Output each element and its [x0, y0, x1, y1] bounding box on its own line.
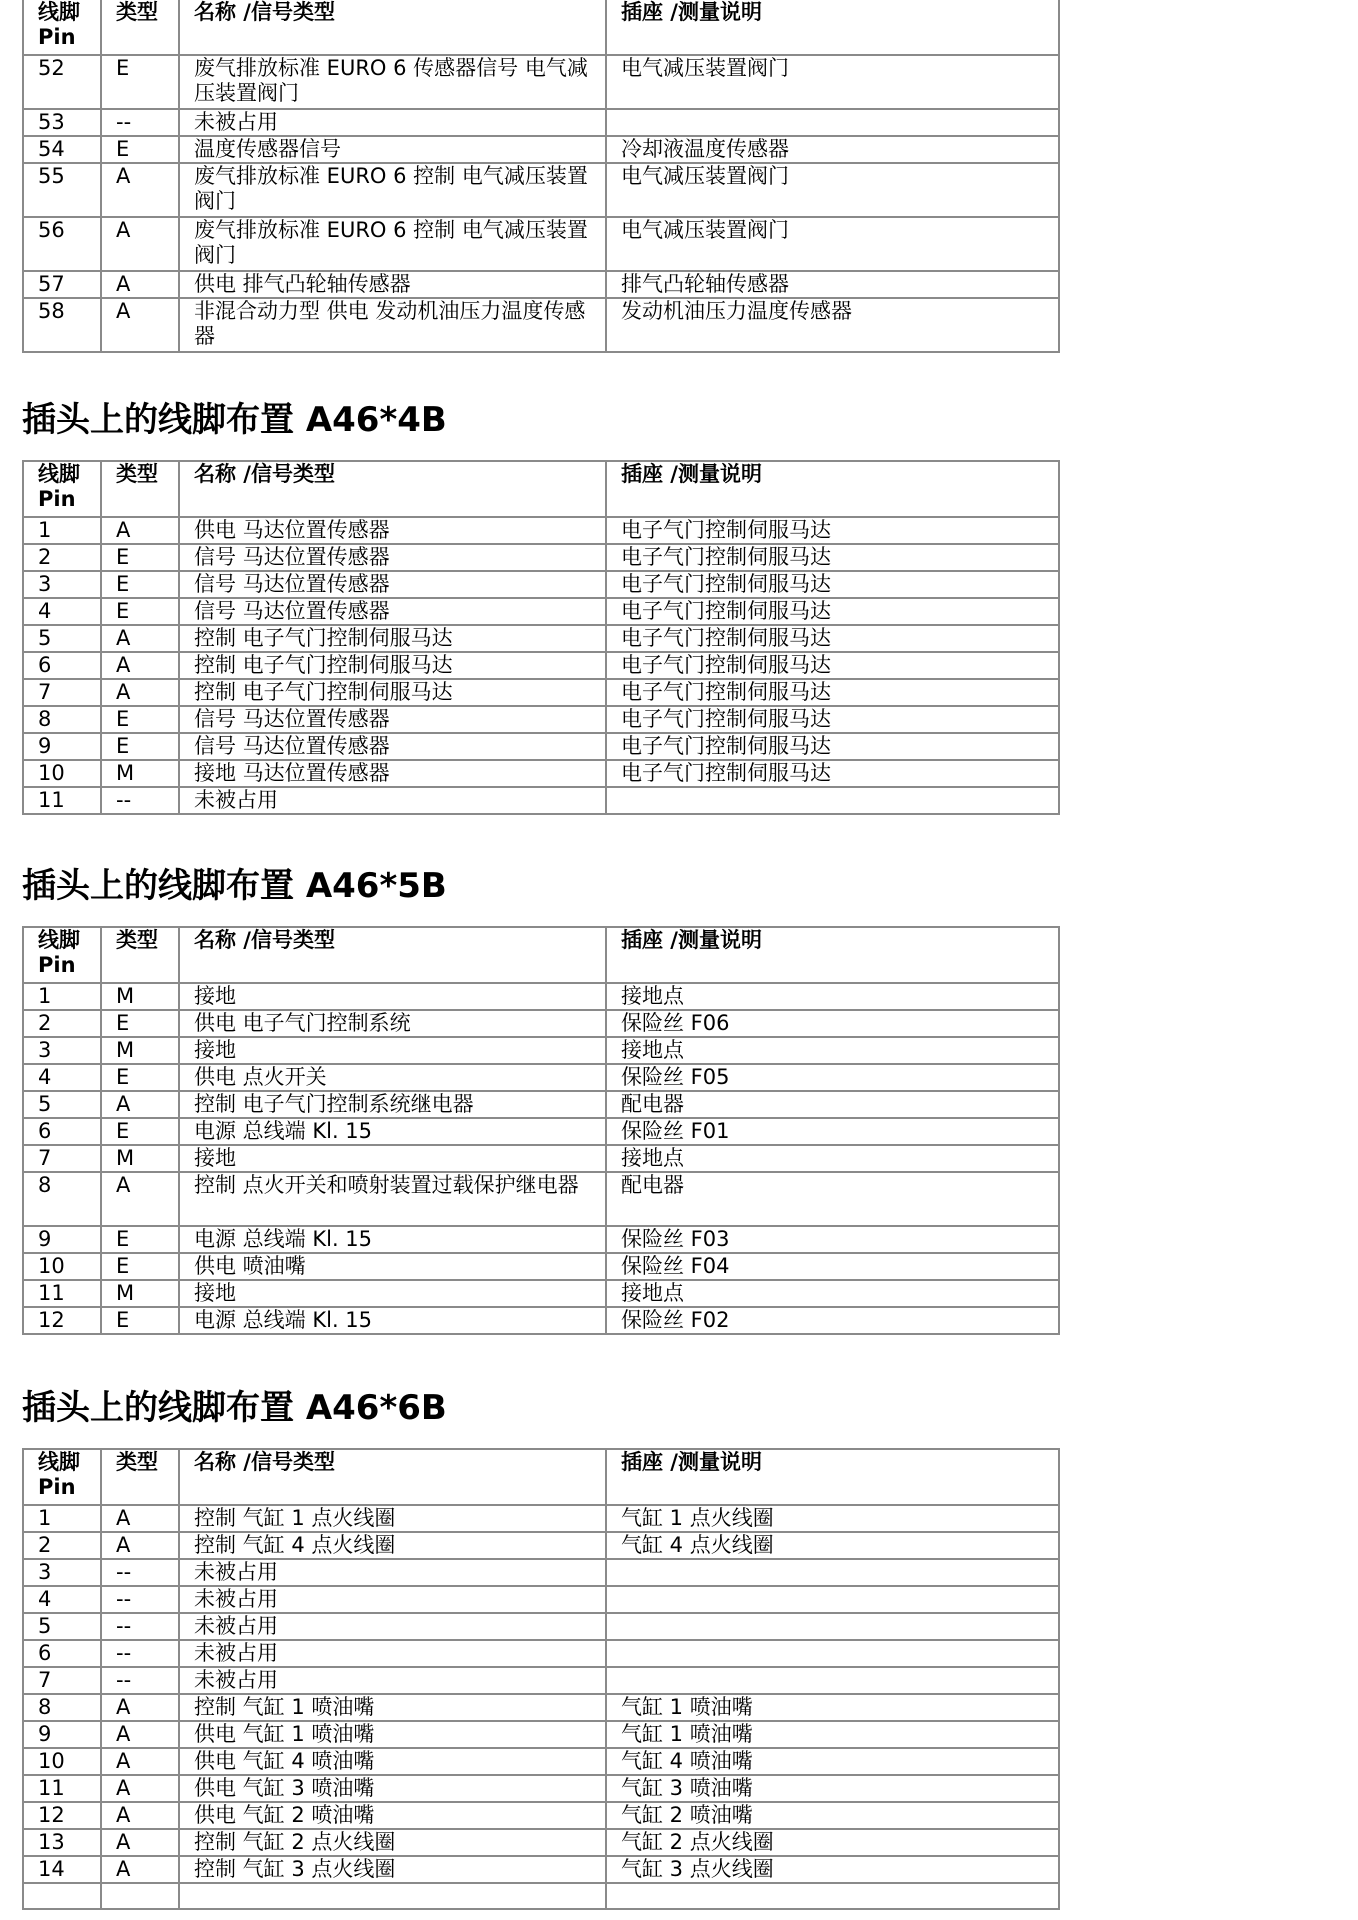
pin-cell: 2: [23, 1532, 101, 1559]
type-cell: E: [101, 55, 179, 109]
table-row: [23, 733, 1059, 760]
type-cell: A: [101, 1505, 179, 1532]
table-row: [23, 271, 1059, 298]
desc-cell: 电子气门控制伺服马达: [606, 598, 1059, 625]
pin-cell: 2: [23, 1010, 101, 1037]
table-row: [23, 1721, 1059, 1748]
type-cell: A: [101, 271, 179, 298]
type-cell: A: [101, 679, 179, 706]
pin-cell: 8: [23, 706, 101, 733]
desc-cell: 电子气门控制伺服马达: [606, 571, 1059, 598]
type-cell: [101, 1883, 179, 1909]
table-row: [23, 1091, 1059, 1118]
pin-cell: 4: [23, 1586, 101, 1613]
pin-cell: 11: [23, 1775, 101, 1802]
desc-cell: [606, 1667, 1059, 1694]
type-cell: M: [101, 1145, 179, 1172]
pin-table-a46-5b: [22, 926, 1060, 1335]
type-cell: E: [101, 571, 179, 598]
name-cell: 信号 马达位置传感器: [179, 733, 606, 760]
table-row: [23, 55, 1059, 109]
pin-cell: 12: [23, 1307, 101, 1334]
pin-cell: 53: [23, 109, 101, 136]
pin-cell: 7: [23, 679, 101, 706]
type-cell: --: [101, 1640, 179, 1667]
name-cell: 电源 总线端 Kl. 15: [179, 1118, 606, 1145]
type-cell: A: [101, 1775, 179, 1802]
table-row: [23, 298, 1059, 352]
type-cell: E: [101, 598, 179, 625]
table-row: [23, 217, 1059, 271]
pin-cell: 3: [23, 1559, 101, 1586]
type-cell: A: [101, 1532, 179, 1559]
name-cell: 电源 总线端 Kl. 15: [179, 1307, 606, 1334]
table-row: [23, 1226, 1059, 1253]
table-row: [23, 517, 1059, 544]
name-cell: 控制 电子气门控制伺服马达: [179, 652, 606, 679]
type-cell: E: [101, 1064, 179, 1091]
section-title-a46-5b: 插头上的线脚布置 A46*5B: [22, 866, 447, 906]
type-cell: A: [101, 298, 179, 352]
pin-table-a46-6b: [22, 1448, 1060, 1910]
table-row: [23, 1748, 1059, 1775]
desc-cell: 排气凸轮轴传感器: [606, 271, 1059, 298]
desc-cell: 电子气门控制伺服马达: [606, 625, 1059, 652]
type-cell: --: [101, 1559, 179, 1586]
name-cell: 控制 气缸 1 喷油嘴: [179, 1694, 606, 1721]
type-cell: A: [101, 1172, 179, 1226]
table-row: [23, 625, 1059, 652]
table-row: [23, 679, 1059, 706]
type-cell: A: [101, 1802, 179, 1829]
name-cell: 控制 气缸 1 点火线圈: [179, 1505, 606, 1532]
type-cell: A: [101, 163, 179, 217]
pin-cell: 1: [23, 983, 101, 1010]
table-row: [23, 1505, 1059, 1532]
pin-cell: 14: [23, 1856, 101, 1883]
desc-cell: 电子气门控制伺服马达: [606, 652, 1059, 679]
table-row: [23, 1010, 1059, 1037]
type-cell: M: [101, 760, 179, 787]
pin-table: [22, 1448, 1060, 1910]
table-row: [23, 1586, 1059, 1613]
type-cell: A: [101, 1694, 179, 1721]
name-cell: 未被占用: [179, 1667, 606, 1694]
type-cell: E: [101, 733, 179, 760]
pin-cell: 5: [23, 625, 101, 652]
table-row: [23, 1307, 1059, 1334]
name-cell: 信号 马达位置传感器: [179, 706, 606, 733]
pin-cell: 1: [23, 517, 101, 544]
pin-cell: 9: [23, 733, 101, 760]
header-type: 类型: [101, 461, 179, 517]
desc-cell: 电气减压装置阀门: [606, 217, 1059, 271]
name-cell: 控制 气缸 2 点火线圈: [179, 1829, 606, 1856]
desc-cell: 保险丝 F03: [606, 1226, 1059, 1253]
type-cell: E: [101, 1253, 179, 1280]
pin-cell: 4: [23, 1064, 101, 1091]
type-cell: A: [101, 1091, 179, 1118]
table-row: [23, 1883, 1059, 1909]
header-desc: 插座 /测量说明: [606, 461, 1059, 517]
name-cell: 未被占用: [179, 109, 606, 136]
header-name: 名称 /信号类型: [179, 927, 606, 983]
table-header-row: [23, 461, 1059, 517]
desc-cell: 气缸 1 喷油嘴: [606, 1694, 1059, 1721]
name-cell: 供电 马达位置传感器: [179, 517, 606, 544]
desc-cell: 气缸 4 喷油嘴: [606, 1748, 1059, 1775]
name-cell: 接地: [179, 1280, 606, 1307]
desc-cell: 配电器: [606, 1091, 1059, 1118]
pin-cell: 3: [23, 1037, 101, 1064]
table-row: [23, 760, 1059, 787]
type-cell: E: [101, 1307, 179, 1334]
type-cell: --: [101, 109, 179, 136]
desc-cell: 发动机油压力温度传感器: [606, 298, 1059, 352]
table-row: [23, 1802, 1059, 1829]
type-cell: A: [101, 625, 179, 652]
pin-cell: 9: [23, 1721, 101, 1748]
pin-cell: 55: [23, 163, 101, 217]
pin-cell: 3: [23, 571, 101, 598]
desc-cell: [606, 1586, 1059, 1613]
table-row: [23, 1856, 1059, 1883]
name-cell: 控制 电子气门控制伺服马达: [179, 625, 606, 652]
desc-cell: 保险丝 F06: [606, 1010, 1059, 1037]
name-cell: 控制 气缸 3 点火线圈: [179, 1856, 606, 1883]
name-cell: 未被占用: [179, 787, 606, 814]
section-title-a46-6b: 插头上的线脚布置 A46*6B: [22, 1388, 447, 1428]
pin-cell: 2: [23, 544, 101, 571]
desc-cell: [606, 1559, 1059, 1586]
name-cell: 电源 总线端 Kl. 15: [179, 1226, 606, 1253]
table-row: [23, 571, 1059, 598]
table-row: [23, 109, 1059, 136]
name-cell: 接地: [179, 983, 606, 1010]
table-row: [23, 1172, 1059, 1226]
name-cell: 未被占用: [179, 1586, 606, 1613]
desc-cell: 气缸 2 点火线圈: [606, 1829, 1059, 1856]
name-cell: 供电 电子气门控制系统: [179, 1010, 606, 1037]
desc-cell: 气缸 3 喷油嘴: [606, 1775, 1059, 1802]
desc-cell: [606, 1613, 1059, 1640]
name-cell: 供电 气缸 3 喷油嘴: [179, 1775, 606, 1802]
header-type: 类型: [101, 927, 179, 983]
desc-cell: 接地点: [606, 983, 1059, 1010]
name-cell: 接地: [179, 1145, 606, 1172]
pin-cell: 10: [23, 1748, 101, 1775]
desc-cell: 接地点: [606, 1145, 1059, 1172]
pin-cell: 5: [23, 1613, 101, 1640]
name-cell: 废气排放标准 EURO 6 控制 电气减压装置阀门: [179, 217, 606, 271]
name-cell: 温度传感器信号: [179, 136, 606, 163]
desc-cell: [606, 1640, 1059, 1667]
desc-cell: 电子气门控制伺服马达: [606, 517, 1059, 544]
type-cell: A: [101, 1721, 179, 1748]
desc-cell: 配电器: [606, 1172, 1059, 1226]
desc-cell: 气缸 2 喷油嘴: [606, 1802, 1059, 1829]
pin-table: [22, 0, 1060, 353]
name-cell: 供电 点火开关: [179, 1064, 606, 1091]
name-cell: 供电 气缸 4 喷油嘴: [179, 1748, 606, 1775]
desc-cell: 电子气门控制伺服马达: [606, 544, 1059, 571]
table-row: [23, 652, 1059, 679]
pin-cell: 6: [23, 652, 101, 679]
table-row: [23, 1037, 1059, 1064]
name-cell: 控制 点火开关和喷射装置过载保护继电器: [179, 1172, 606, 1226]
pin-table-a46-4b: [22, 460, 1060, 815]
type-cell: M: [101, 1037, 179, 1064]
type-cell: E: [101, 544, 179, 571]
type-cell: E: [101, 1118, 179, 1145]
pin-table-continued: [22, 0, 1060, 353]
name-cell: 信号 马达位置传感器: [179, 571, 606, 598]
table-row: [23, 1559, 1059, 1586]
name-cell: 控制 气缸 4 点火线圈: [179, 1532, 606, 1559]
pin-cell: 6: [23, 1640, 101, 1667]
table-row: [23, 544, 1059, 571]
desc-cell: 电子气门控制伺服马达: [606, 679, 1059, 706]
desc-cell: [606, 787, 1059, 814]
type-cell: A: [101, 1856, 179, 1883]
pin-cell: 10: [23, 760, 101, 787]
pin-cell: 7: [23, 1145, 101, 1172]
pin-cell: 7: [23, 1667, 101, 1694]
name-cell: 废气排放标准 EURO 6 控制 电气减压装置阀门: [179, 163, 606, 217]
table-row: [23, 1667, 1059, 1694]
desc-cell: [606, 1883, 1059, 1909]
desc-cell: 保险丝 F05: [606, 1064, 1059, 1091]
pin-cell: 11: [23, 1280, 101, 1307]
desc-cell: 电子气门控制伺服马达: [606, 733, 1059, 760]
table-row: [23, 136, 1059, 163]
pin-table: [22, 926, 1060, 1335]
table-row: [23, 1775, 1059, 1802]
pin-cell: 8: [23, 1172, 101, 1226]
desc-cell: [606, 109, 1059, 136]
name-cell: 接地 马达位置传感器: [179, 760, 606, 787]
name-cell: 接地: [179, 1037, 606, 1064]
type-cell: E: [101, 1010, 179, 1037]
name-cell: [179, 1883, 606, 1909]
name-cell: 未被占用: [179, 1640, 606, 1667]
type-cell: A: [101, 1748, 179, 1775]
name-cell: 控制 电子气门控制系统继电器: [179, 1091, 606, 1118]
pin-cell: 10: [23, 1253, 101, 1280]
pin-cell: [23, 1883, 101, 1909]
pin-cell: 5: [23, 1091, 101, 1118]
name-cell: 供电 排气凸轮轴传感器: [179, 271, 606, 298]
header-name: 名称 /信号类型: [179, 1449, 606, 1505]
name-cell: 供电 气缸 1 喷油嘴: [179, 1721, 606, 1748]
pin-cell: 13: [23, 1829, 101, 1856]
section-title-a46-4b: 插头上的线脚布置 A46*4B: [22, 400, 447, 440]
header-pin: 线脚 Pin: [23, 461, 101, 517]
table-row: [23, 1613, 1059, 1640]
desc-cell: 气缸 4 点火线圈: [606, 1532, 1059, 1559]
header-type: 类型: [101, 0, 179, 55]
header-pin: 线脚 Pin: [23, 927, 101, 983]
pin-cell: 54: [23, 136, 101, 163]
name-cell: 信号 马达位置传感器: [179, 544, 606, 571]
table-row: [23, 1280, 1059, 1307]
type-cell: M: [101, 1280, 179, 1307]
pin-cell: 11: [23, 787, 101, 814]
pin-cell: 6: [23, 1118, 101, 1145]
name-cell: 未被占用: [179, 1613, 606, 1640]
pin-cell: 52: [23, 55, 101, 109]
pin-table: [22, 460, 1060, 815]
pin-cell: 9: [23, 1226, 101, 1253]
name-cell: 废气排放标准 EURO 6 传感器信号 电气减压装置阀门: [179, 55, 606, 109]
type-cell: E: [101, 136, 179, 163]
desc-cell: 电子气门控制伺服马达: [606, 760, 1059, 787]
table-row: [23, 598, 1059, 625]
table-row: [23, 706, 1059, 733]
table-row: [23, 163, 1059, 217]
table-row: [23, 1694, 1059, 1721]
header-desc: 插座 /测量说明: [606, 0, 1059, 55]
table-header-row: [23, 927, 1059, 983]
type-cell: --: [101, 1586, 179, 1613]
name-cell: 非混合动力型 供电 发动机油压力温度传感器: [179, 298, 606, 352]
table-row: [23, 1118, 1059, 1145]
header-desc: 插座 /测量说明: [606, 927, 1059, 983]
header-pin: 线脚 Pin: [23, 1449, 101, 1505]
desc-cell: 电气减压装置阀门: [606, 163, 1059, 217]
desc-cell: 保险丝 F04: [606, 1253, 1059, 1280]
table-row: [23, 1253, 1059, 1280]
name-cell: 信号 马达位置传感器: [179, 598, 606, 625]
type-cell: A: [101, 1829, 179, 1856]
type-cell: A: [101, 517, 179, 544]
type-cell: --: [101, 1613, 179, 1640]
table-row: [23, 1532, 1059, 1559]
desc-cell: 保险丝 F01: [606, 1118, 1059, 1145]
desc-cell: 气缸 1 喷油嘴: [606, 1721, 1059, 1748]
pin-cell: 4: [23, 598, 101, 625]
pin-cell: 12: [23, 1802, 101, 1829]
desc-cell: 保险丝 F02: [606, 1307, 1059, 1334]
desc-cell: 冷却液温度传感器: [606, 136, 1059, 163]
table-row: [23, 1640, 1059, 1667]
desc-cell: 接地点: [606, 1280, 1059, 1307]
name-cell: 控制 电子气门控制伺服马达: [179, 679, 606, 706]
pin-cell: 56: [23, 217, 101, 271]
table-header-row: [23, 0, 1059, 55]
pin-cell: 8: [23, 1694, 101, 1721]
desc-cell: 接地点: [606, 1037, 1059, 1064]
desc-cell: 气缸 1 点火线圈: [606, 1505, 1059, 1532]
header-name: 名称 /信号类型: [179, 0, 606, 55]
table-row: [23, 1829, 1059, 1856]
table-row: [23, 983, 1059, 1010]
type-cell: A: [101, 652, 179, 679]
name-cell: 未被占用: [179, 1559, 606, 1586]
header-name: 名称 /信号类型: [179, 461, 606, 517]
pin-cell: 57: [23, 271, 101, 298]
table-row: [23, 1145, 1059, 1172]
desc-cell: 电子气门控制伺服马达: [606, 706, 1059, 733]
desc-cell: 电气减压装置阀门: [606, 55, 1059, 109]
pin-cell: 58: [23, 298, 101, 352]
type-cell: A: [101, 217, 179, 271]
table-row: [23, 1064, 1059, 1091]
type-cell: --: [101, 1667, 179, 1694]
type-cell: E: [101, 1226, 179, 1253]
pin-cell: 1: [23, 1505, 101, 1532]
desc-cell: 气缸 3 点火线圈: [606, 1856, 1059, 1883]
name-cell: 供电 喷油嘴: [179, 1253, 606, 1280]
header-pin: 线脚 Pin: [23, 0, 101, 55]
table-header-row: [23, 1449, 1059, 1505]
header-desc: 插座 /测量说明: [606, 1449, 1059, 1505]
header-type: 类型: [101, 1449, 179, 1505]
table-row: [23, 787, 1059, 814]
name-cell: 供电 气缸 2 喷油嘴: [179, 1802, 606, 1829]
type-cell: E: [101, 706, 179, 733]
type-cell: --: [101, 787, 179, 814]
type-cell: M: [101, 983, 179, 1010]
